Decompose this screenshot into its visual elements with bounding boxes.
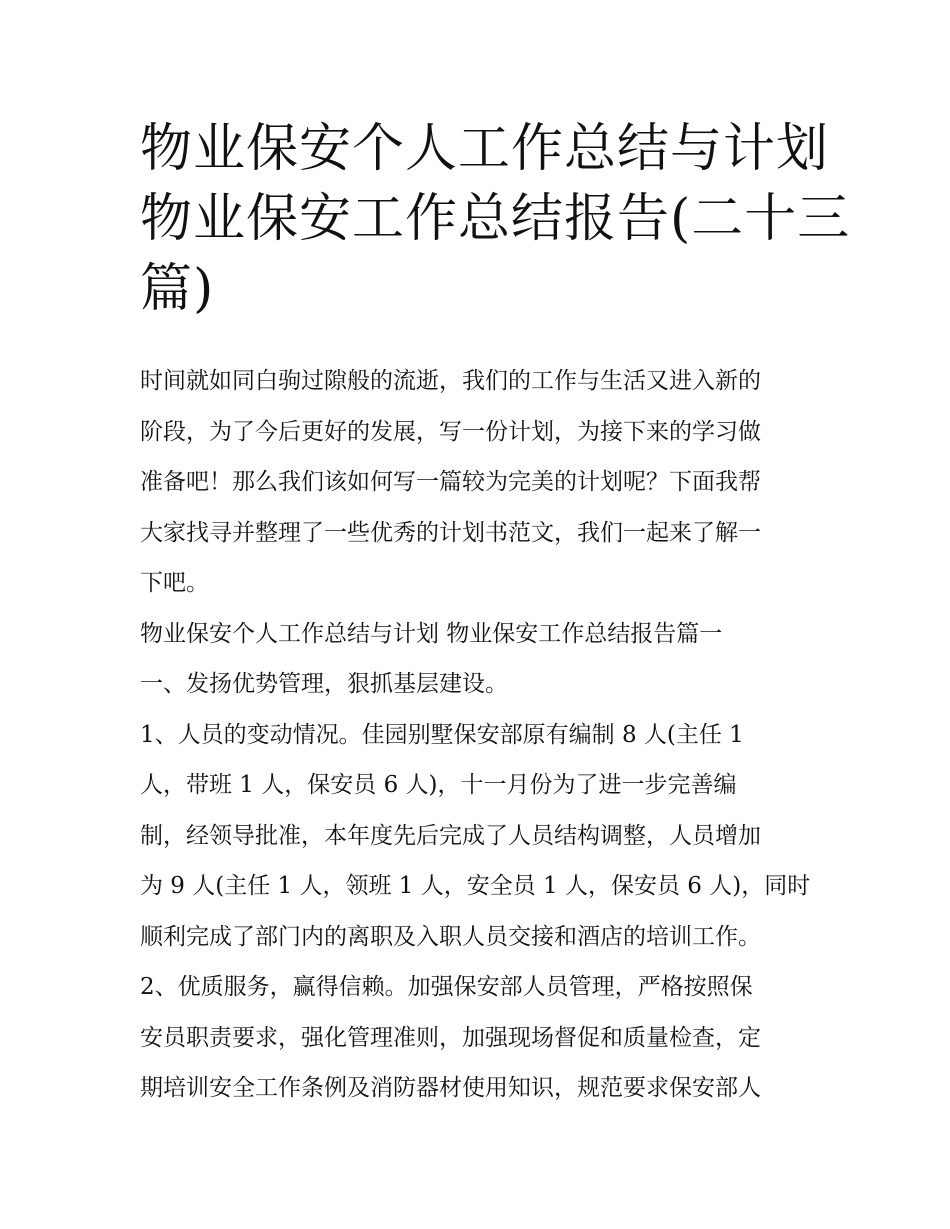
item2-line: 安员职责要求，强化管理准则，加强现场督促和质量检查，定	[140, 1024, 761, 1051]
intro-line: 时间就如同白驹过隙般的流逝，我们的工作与生活又进入新的	[140, 368, 761, 394]
title-line: 物业保安个人工作总结与计划	[140, 119, 830, 179]
item1-line: 顺利完成了部门内的离职及入职人员交接和酒店的培训工作。	[140, 923, 761, 950]
title-line: 物业保安工作总结报告(二十三	[140, 189, 851, 249]
item1-line: 1、人员的变动情况。佳园别墅保安部原有编制 8 人(主任 1	[140, 721, 744, 748]
item1-line: 制，经领导批准，本年度先后完成了人员结构调整，人员增加	[140, 822, 761, 849]
item1-line: 人，带班 1 人，保安员 6 人)，十一月份为了进一步完善编	[140, 772, 737, 798]
intro-line: 准备吧！那么我们该如何写一篇较为完美的计划呢？下面我帮	[140, 469, 761, 495]
intro-line: 阶段，为了今后更好的发展，写一份计划，为接下来的学习做	[140, 418, 761, 445]
document-title	[140, 114, 851, 324]
item2-line: 2、优质服务，赢得信赖。加强保安部人员管理，严格按照保	[140, 974, 753, 1000]
intro-line: 下吧。	[140, 570, 209, 596]
section-heading: 物业保安个人工作总结与计划 物业保安工作总结报告篇一	[140, 620, 723, 647]
item1-line: 为 9 人(主任 1 人，领班 1 人，安全员 1 人，保安员 6 人)，同时	[140, 873, 811, 899]
title-line: 篇)	[140, 259, 215, 319]
subheading: 一、发扬优势管理，狠抓基层建设。	[140, 671, 508, 697]
document-body	[140, 356, 820, 1114]
intro-line: 大家找寻并整理了一些优秀的计划书范文，我们一起来了解一	[140, 519, 761, 546]
item2-line: 期培训安全工作条例及消防器材使用知识，规范要求保安部人	[140, 1075, 761, 1101]
